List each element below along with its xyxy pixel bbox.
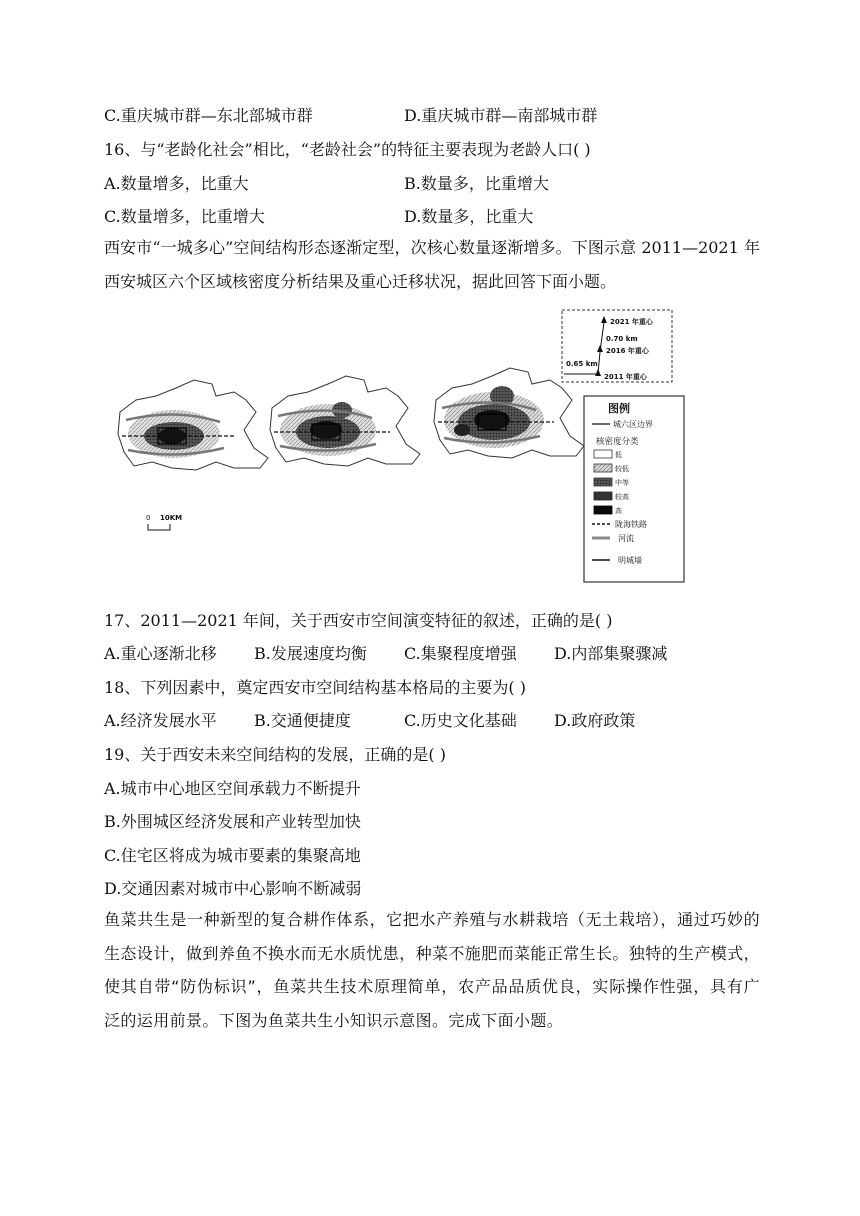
xian-density-figure <box>110 308 690 586</box>
legend-high: 高 <box>615 507 622 515</box>
legend-lower: 较低 <box>615 465 629 473</box>
q17-option-b: B.发展速度均衡 <box>254 644 367 663</box>
scale-zero: 0 <box>146 514 151 522</box>
q18-stem: 18、下列因素中，奠定西安市空间结构基本格局的主要为( ) <box>104 678 526 697</box>
legend-higher: 较高 <box>615 493 629 501</box>
scale-label: 10KM <box>160 514 183 522</box>
legend-railway: 陇海铁路 <box>615 520 647 529</box>
legend-low: 低 <box>615 451 622 459</box>
legend-boundary: 城六区边界 <box>613 420 653 429</box>
q18-option-a: A.经济发展水平 <box>104 711 217 730</box>
map-legend <box>584 396 684 582</box>
q17-stem: 17、2011—2021 年间，关于西安市空间演变特征的叙述，正确的是( ) <box>104 611 613 630</box>
q16-stem: 16、与“老龄化社会”相比，“老龄社会”的特征主要表现为老龄人口( ) <box>104 140 591 159</box>
q15-option-d: D.重庆城市群—南部城市群 <box>404 106 598 125</box>
q18-option-c: C.历史文化基础 <box>404 711 517 730</box>
centroid-inset <box>562 310 672 382</box>
inset-dist-upper: 0.70 km <box>606 335 638 343</box>
legend-river: 河流 <box>618 534 634 543</box>
q19-option-d: D.交通因素对城市中心影响不断减弱 <box>104 879 362 898</box>
density-map-2016 <box>270 376 420 466</box>
inset-label-2016: 2016 年重心 <box>606 347 649 355</box>
q17-option-a: A.重心逐渐北移 <box>104 644 217 663</box>
q19-stem: 19、关于西安未来空间结构的发展，正确的是( ) <box>104 745 446 764</box>
inset-label-2021: 2021 年重心 <box>610 318 653 326</box>
legend-title: 图例 <box>608 402 630 415</box>
inset-label-2011: 2011 年重心 <box>604 373 647 381</box>
q18-option-d: D.政府政策 <box>554 711 636 730</box>
q16-option-a: A.数量增多，比重大 <box>104 174 249 193</box>
q16-option-c: C.数量增多，比重增大 <box>104 207 265 226</box>
xian-intro-paragraph: 西安市“一城多心”空间结构形态逐渐定型，次核心数量逐渐增多。下图示意 2011—2021 年西安城区六个区域核密度分析结果及重心迁移状况，据此回答下面小题。 <box>104 238 760 291</box>
legend-density-title: 核密度分类 <box>596 437 639 447</box>
density-map-2011 <box>118 380 268 470</box>
legend-wall: 明城墙 <box>618 556 642 565</box>
q16-option-b: B.数量多，比重增大 <box>404 174 549 193</box>
q19-option-c: C.住宅区将成为城市要素的集聚高地 <box>104 846 361 865</box>
q15-option-c: C.重庆城市群—东北部城市群 <box>104 106 313 125</box>
aquaponics-intro-paragraph: 鱼菜共生是一种新型的复合耕作体系，它把水产养殖与水耕栽培（无土栽培），通过巧妙的生态设计，做到养鱼不换水而无水质忧患，种菜不施肥而菜能正常生长。独特的生产模式，使其自带“防伪标识”，鱼菜共生技术原理简单，农产品品质优良，实际操作性强，具有广泛的运用前景。下图为鱼菜共生小知识示意图。完成下面小题。 <box>104 910 761 1030</box>
q17-option-c: C.集聚程度增强 <box>404 644 517 663</box>
q19-option-b: B.外围城区经济发展和产业转型加快 <box>104 812 361 831</box>
q19-option-a: A.城市中心地区空间承载力不断提升 <box>104 779 361 798</box>
q17-option-d: D.内部集聚骤减 <box>554 644 668 663</box>
legend-medium: 中等 <box>615 479 629 487</box>
inset-dist-lower: 0.65 km <box>566 360 598 368</box>
scale-bar <box>146 514 182 530</box>
q18-option-b: B.交通便捷度 <box>254 711 351 730</box>
q16-option-d: D.数量多，比重大 <box>404 207 534 226</box>
